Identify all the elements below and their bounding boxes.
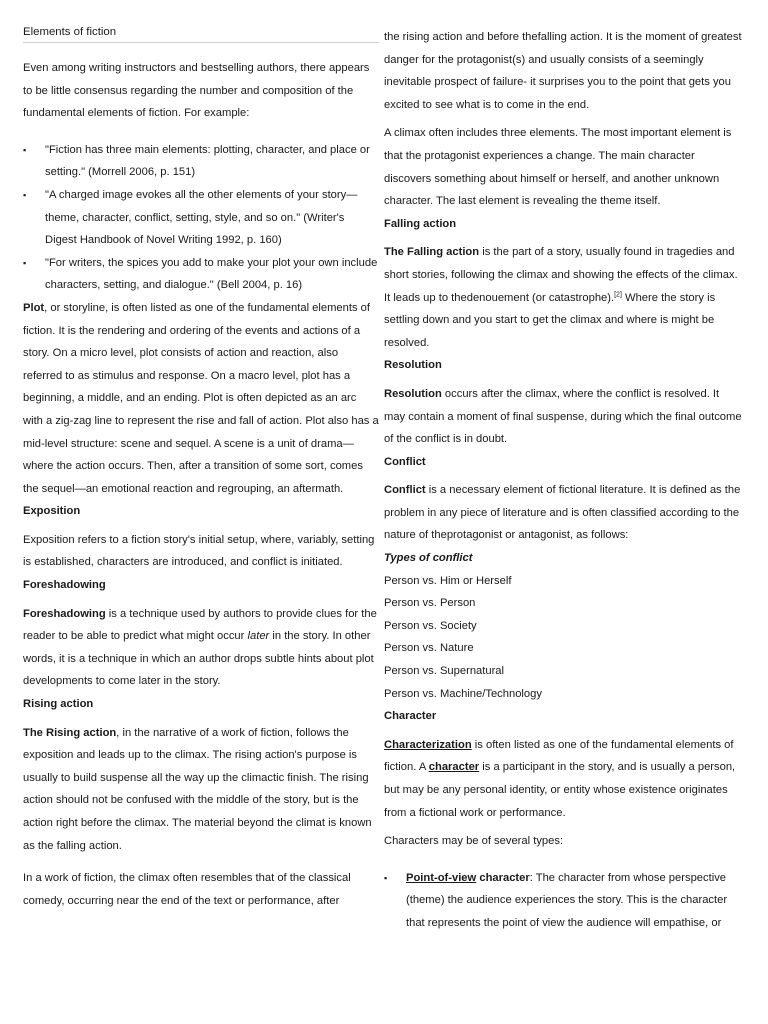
rising-action-paragraph [23,722,379,858]
character-types-list [384,867,742,935]
falling-action-text-a: is the part of a story, usually found in tragedies and short stories, following the climax and showing the effects of the climax. It leads up to thedenouement (or catastrophe). [384,246,738,304]
rising-action-term: The Rising action [23,726,117,739]
falling-action-text-b: Where the story is settling down and you start to get the climax and where is might be resolved. [384,291,716,349]
list-item [384,867,742,935]
list-item: Person vs. Society [384,619,477,632]
climax-paragraph-continued: the rising action and before thefalling action. It is the moment of greatest danger for the protagonist(s) and usually consists of a seemingly inevitable prospect of failure- it surprises you to the point that gets you excited to see what is to come in the end. [384,31,742,111]
list-item: Person vs. Nature [384,642,474,655]
resolution-text: occurs after the climax, where the conflict is resolved. It may contain a moment of final suspense, during which the final outcome of the conflict is in doubt. [384,387,742,446]
foreshadowing-paragraph [23,603,379,693]
intro-paragraph: Even among writing instructors and bestselling authors, there appears to be little consensus regarding the number and composition of the fundamental elements of fiction. For example: [23,62,370,120]
pov-text: : The character from whose perspective (theme) the audience experiences the story. This is the character that represents the point of view the audience will empathise, or [406,871,728,929]
conflict-term: Conflict [384,484,426,497]
pov-term: character [476,871,530,884]
plot-paragraph [23,297,379,500]
point-of-view-link[interactable]: Point-of-view [406,871,477,884]
resolution-paragraph [384,383,742,451]
resolution-term: Resolution [384,387,442,400]
climax-elements-paragraph: A climax often includes three elements. The most important element is that the protagonist experiences a change. The main character discovers something about himself or herself, and another unknown character. The last element is revealing the theme itself. [384,127,732,208]
character-types-intro: Characters may be of several types: [384,835,564,848]
rising-action-text: , in the narrative of a work of fiction, follows the exposition and leads up to the climax. The rising action's purpose is usually to build suspense all the way up the climactic finish. The rising action should not be confused with the middle of the story, but is the action right before the climax. The material beyond the climat is known as the falling action. [23,726,372,852]
conflict-types-label: Types of conflict [384,552,473,565]
list-item: Person vs. Person [384,597,476,610]
conflict-text: is a necessary element of fictional literature. It is defined as the problem in any piece of literature and is often classified according to the nature of theprotagonist or antagonist, as follows: [384,484,741,542]
conflict-types-heading [384,547,742,570]
foreshadowing-heading: Foreshadowing [23,579,106,592]
character-text-a: is often listed as one of the fundamental elements of fiction. A [384,738,734,774]
left-column [23,0,379,912]
conflict-paragraph [384,479,742,547]
character-text-b: is a participant in the story, and is usually a person, but may be any personal identity, or entity whose existence originates from a fictional work or performance. [384,761,736,819]
quote-list [23,139,379,297]
list-item: ▪ "A charged image evokes all the other elements of your story— theme, character, conflict, setting, style, and so on." (Writer's Digest Handbook of Novel Writing 1992, p. 160) [23,184,379,252]
foreshadowing-text-b: in the story. In other words, it is a technique in which an author drops subtle hints about plot developments to come later in the story. [23,630,374,688]
footnote-ref[interactable]: [2] [614,290,622,298]
conflict-heading: Conflict [384,455,426,468]
falling-action-term: The Falling action [384,246,480,259]
character-paragraph [384,734,742,824]
falling-action-paragraph [384,241,742,354]
list-item: Person vs. Machine/Technology [384,687,542,700]
character-heading: Character [384,710,437,723]
exposition-paragraph: Exposition refers to a fiction story's initial setup, where, variably, setting is established, characters are introduced, and conflict is initiated. [23,533,375,569]
plot-text: , or storyline, is often listed as one of the fundamental elements of fiction. It is the rendering and ordering of the events and actions of a story. On a micro level, plot consists of action and reaction, also referred to as stimulus and response. On a macro level, plot has a beginning, a middle, and an ending. Plot is often depicted as an arc with a zig-zag line to represent the rise and fall of action. Plot also has a mid-level structure: scene and sequel. A scene is a unit of drama— where the action occurs. Then, after a transition of some sort, comes the sequel—an emotional reaction and regrouping, an aftermath. [23,301,379,495]
falling-action-heading: Falling action [384,217,457,230]
list-item: Person vs. Him or Herself [384,574,512,587]
plot-term: Plot [23,301,45,314]
list-item: Person vs. Supernatural [384,665,505,678]
climax-paragraph-start: In a work of fiction, the climax often resembles that of the classical comedy, occurring near the end of the text or performance, after [23,872,351,907]
foreshadowing-italic: later [247,630,270,643]
list-item: ▪ "Fiction has three main elements: plotting, character, and place or setting." (Morrell 2006, p. 151) [23,139,379,184]
resolution-heading: Resolution [384,359,442,372]
rising-action-heading: Rising action [23,698,94,711]
foreshadowing-text-a: is a technique used by authors to provide clues for the reader to be able to predict what might occur [23,607,377,643]
list-item: ▪ "For writers, the spices you add to make your plot your own include characters, setting, and dialogue." (Bell 2004, p. 16) [23,252,379,297]
foreshadowing-term: Foreshadowing [23,607,106,620]
exposition-heading: Exposition [23,505,81,518]
characterization-link[interactable]: Characterization [384,738,472,751]
character-link[interactable]: character [428,761,480,774]
right-column [384,0,742,935]
document-title: Elements of fiction [23,22,379,43]
